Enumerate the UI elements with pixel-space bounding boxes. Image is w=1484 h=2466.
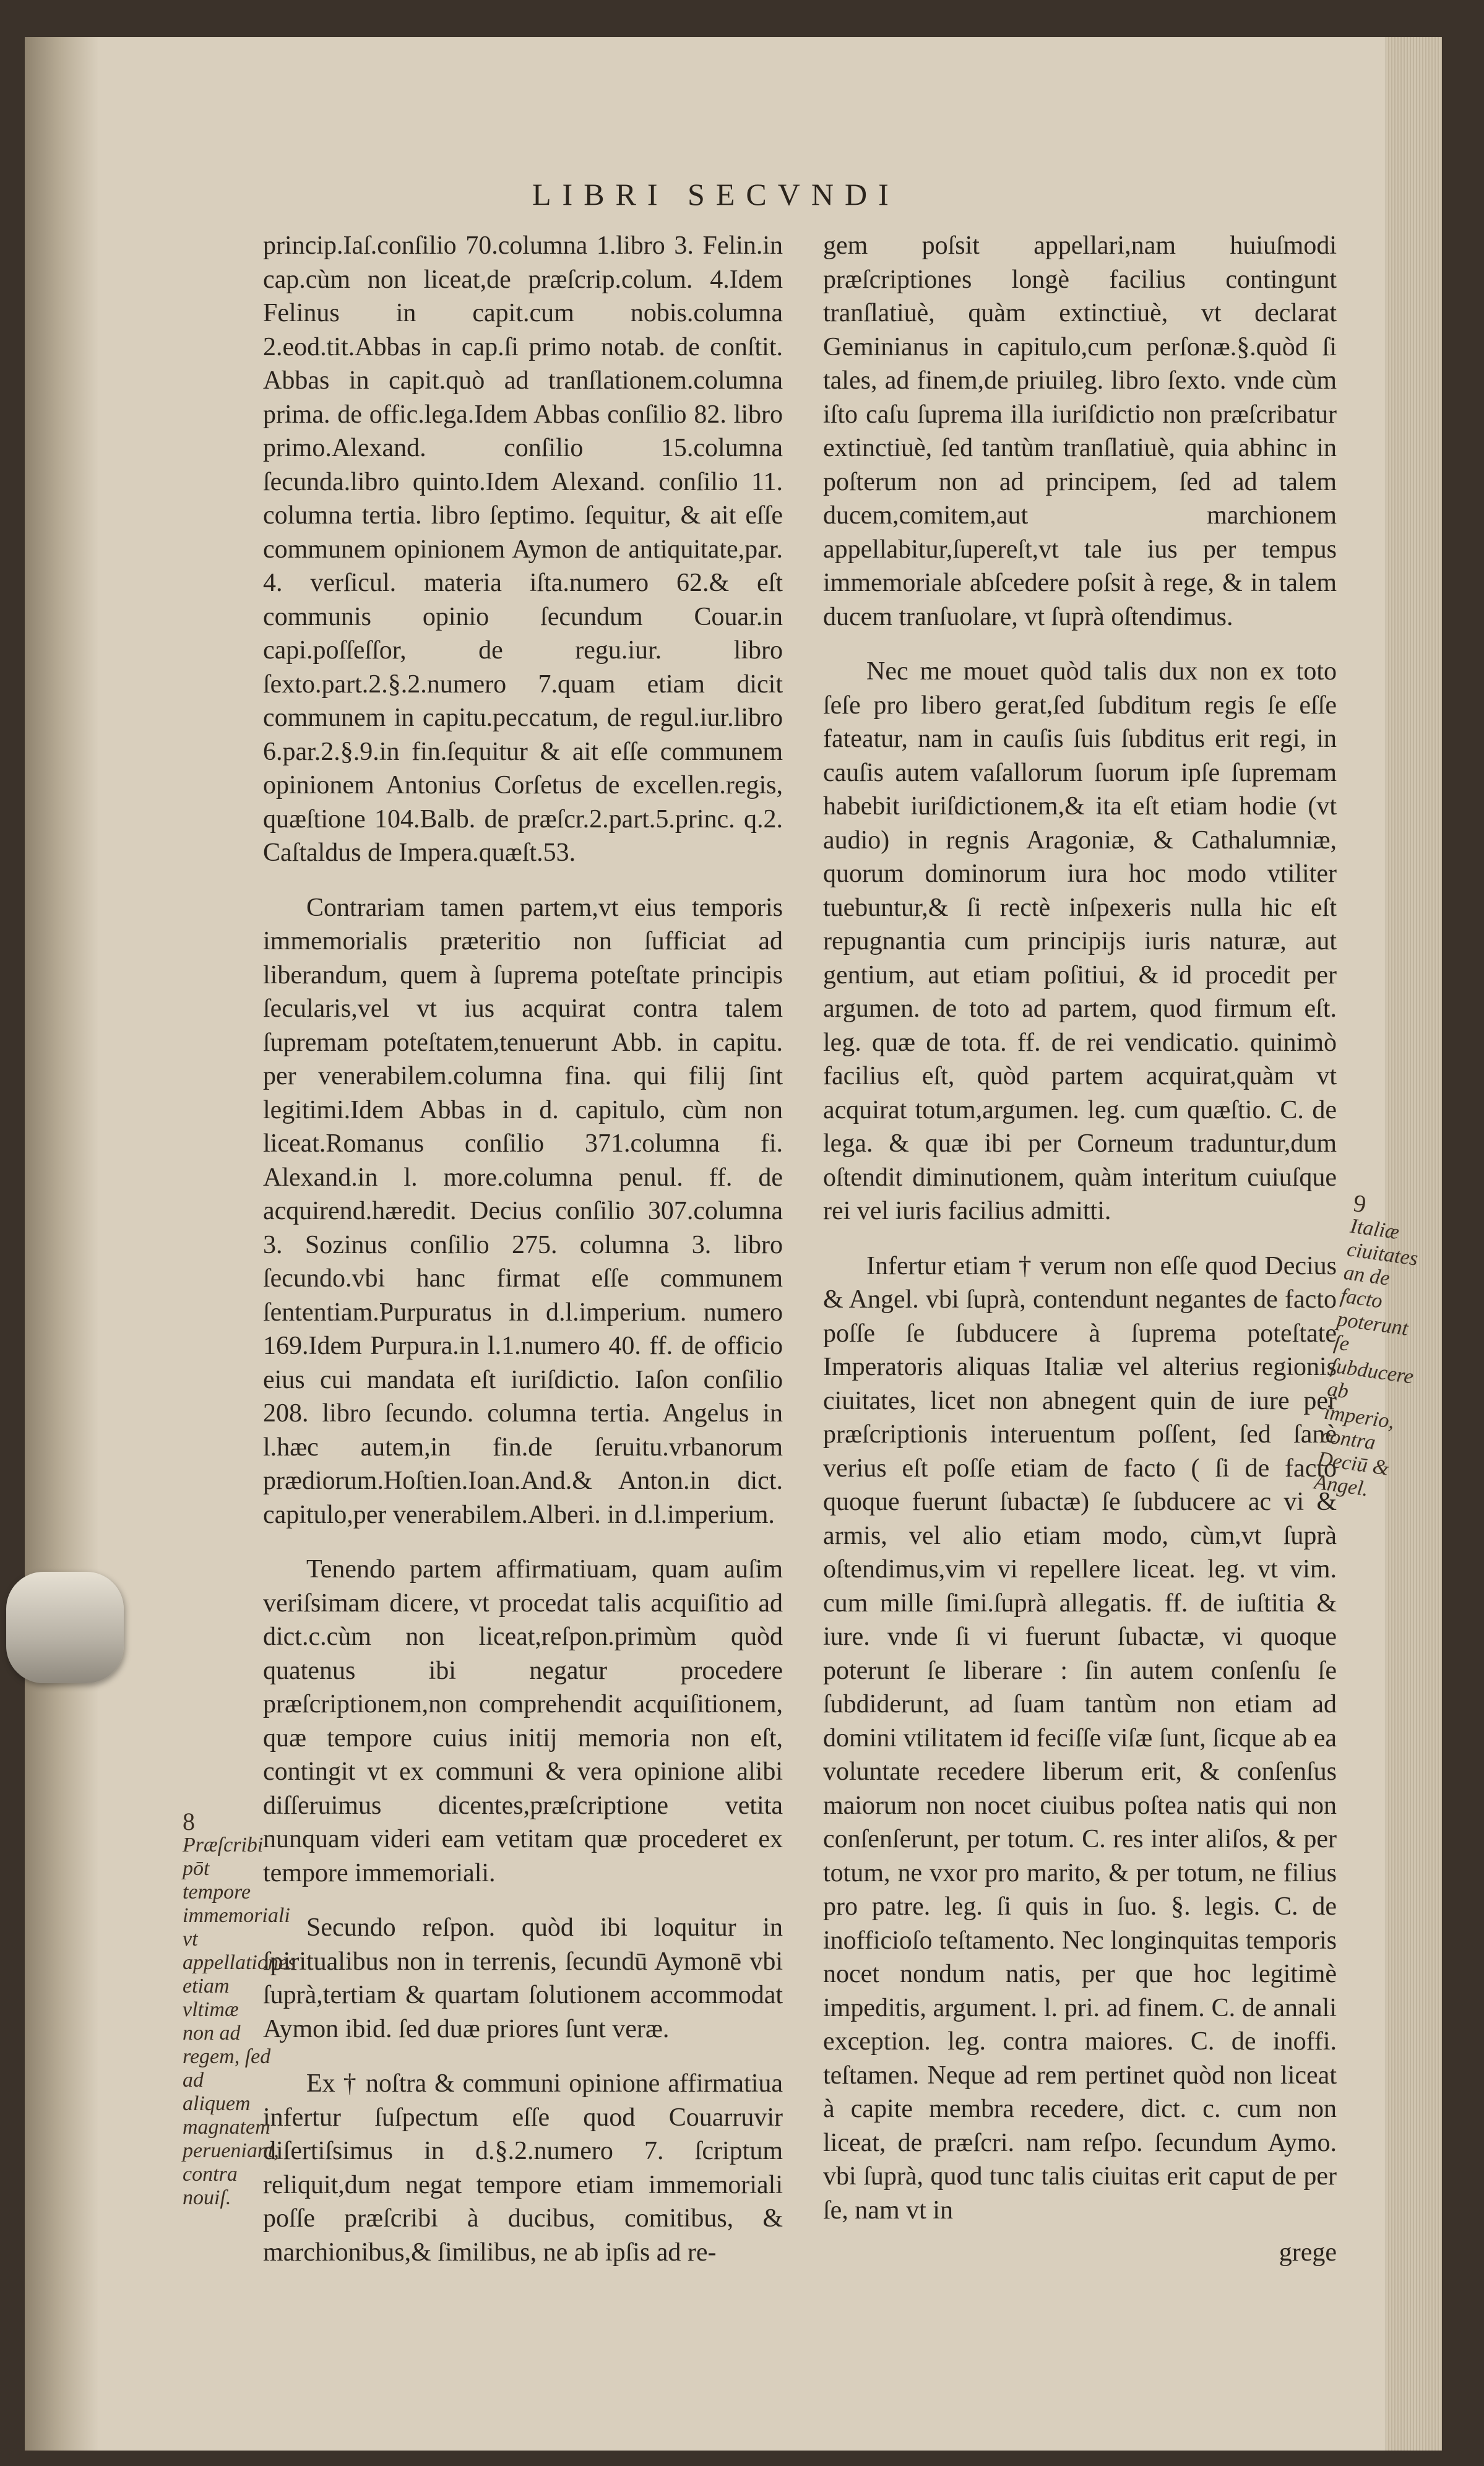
right-paragraph: Infertur etiam † verum non eſſe quod Decius & Angel. vbi ſuprà, contendunt negantes de facto poſſe ſe ſubducere à ſuprema poteſtate Imperatoris aliquas Italiæ vel alterius regionis ciuitates, licet non abnegent quin de iure per præſcriptionis interuentum poſſent, ſed ſanè verius eſt poſſe etiam de facto ( ſi de facto quoque fuerunt ſubactæ) ſe ſubducere ac vi & armis, vel alio etiam modo, cùm,vt ſuprà oſtendimus,vim vi repellere liceat. leg. vt vim. cum mille ſimi.ſuprà allegatis. ff. de iuſtitia & iure. vnde ſi vi fuerunt ſubactæ, vi quoque poterunt ſe liberare : ſin autem conſenſu ſe ſubdiderunt, ad ſuam tantùm non etiam ad domini vtilitatem id feciſſe viſæ ſunt, ſicque ab ea voluntate recedere liberum erit, & conſenſus maiorum non nocet ciuibus poſtea natis qui non conſenſerunt, per totum. C. res inter aliſos, & per totum, ne vxor pro marito, & per totum, ne filius pro patre. leg. ſi quis in ſuo. §. legis. C. de inofficioſo teſtamento. Nec longinquitas temporis nocet nondum natis, per que hoc legitimè impeditis, argument. l. pri. ad finem. C. de annali exception. leg. contra maiores. C. de inoffi. teſtamen. Neque ad rem pertinet quòd non liceat à capite membra recedere, dict. c. cum non liceat, de præſcri. nam reſpo. ſecundum Aymo. vbi ſuprà, quod tunc talis ciuitas erit caput de per ſe, nam vt in: [823, 1251, 1337, 2225]
left-column: [263, 229, 783, 2290]
right-paragraph: gem poſsit appellari,nam huiuſmodi præſcriptiones longè facilius contingunt tranſlatiuè, quàm extinctiuè, vt declarat Geminianus in capitulo,cum perſonæ.§.quòd ſi tales, ad finem,de priuileg. libro ſexto. vnde cùm iſto caſu ſuprema illa iuriſdictio non præſcribatur extinctiuè, ſed tantùm tranſlatiuè, quia abhinc in poſterum non ad principem, ſed ad talem ducem,comitem,aut marchionem appellabitur,ſupereſt,vt tale ius per tempus immemoriale abſcedere poſsit à rege, & in talem ducem tranſuolare, vt ſuprà oſtendimus.: [823, 231, 1337, 631]
catchword: grege: [1279, 2238, 1337, 2267]
marginal-number: 8: [183, 1808, 195, 1835]
left-paragraph: Contrariam tamen partem,vt eius temporis immemorialis præteritio non ſufficiat ad liberandum, quem à ſuprema poteſtate principis ſecularis,vel vt ius acquirat contra talem ſupremam poteſtatem,tenuerunt Abb. in capitu. per venerabilem.columna fina. qui filij ſint legitimi.Idem Abbas in d. capitulo, cùm non liceat.Romanus conſilio 371.columna fi. Alexand.in l. more.columna penul. ff. de acquirend.hæredit. Decius conſilio 307.columna 3. Sozinus conſilio 275. columna 3. libro ſecundo.vbi hanc firmat eſſe communem ſententiam.Purpuratus in d.l.imperium. numero 169.Idem Purpura.in l.1.numero 40. ff. de officio eius cui mandata eſt iuriſdictio. Iaſon conſilio 208. libro ſecundo. columna tertia. Angelus in l.hæc autem,in fin.de ſeruitu.vrbanorum prædiorum.Hoſtien.Ioan.And.& Anton.in dict. capitulo,per venerabilem.Alberi. in d.l.imperium.: [263, 893, 783, 1529]
book-clip: [6, 1572, 124, 1683]
marginal-text: Italiæ ciuitates an de facto poterunt ſe ſubducere ab imperio, contra Deciū & Angel.: [1313, 1214, 1420, 1501]
left-paragraph: Tenendo partem affirmatiuam, quam auſim veriſsimam dicere, vt procedat talis acquiſitio ad dict.c.cùm non liceat,reſpon.primùm quòd quatenus ibi negatur procedere præſcriptionem,non comprehendit acquiſitionem, quæ tempore cuius initij memoria non eſt, contingit vt ex communi & vera opinione alibi diſſeruimus dicentes,præſcriptione vetita nunquam videri eam vetitam quæ procederet ex tempore immemoriali.: [263, 1555, 783, 1887]
marginal-text: Præſcribi pōt tempore immemoriali vt appellationes etiam vltimæ non ad regem, ſed ad aliquem magnatem perueniant, contra nouiſ.: [183, 1834, 296, 2209]
left-paragraph: Secundo reſpon. quòd ibi loquitur in ſpiritualibus non in terrenis, ſecundū Aymonē vbi ſuprà,tertiam & quartam ſolutionem accommodat Aymon ibid. ſed duæ priores ſunt veræ.: [263, 1913, 783, 2043]
left-paragraph: Ex † noſtra & communi opinione affirmatiua infertur ſuſpectum eſſe quod Couarruvir diſertiſsimus in d.§.2.numero 7. ſcriptum reliquit,dum negat tempore etiam immemoriali poſſe præſcribi à ducibus, comitibus, & marchionibus,& ſimilibus, ne ab ipſis ad re-: [263, 2069, 783, 2267]
right-paragraph: Nec me mouet quòd talis dux non ex toto ſeſe pro libero gerat,ſed ſubditum regis ſe eſſe fateatur, nam in cauſis ſuis ſubditus erit regi, in cauſis autem vaſallorum ſuorum ipſe ſupremam habebit iuriſdictionem,& ita eſt etiam hodie (vt audio) in regnis Aragoniæ, & Cathalumniæ, quorum dominorum iura hoc modo vtiliter tuebuntur,& ſi rectè inſpexeris nulla hic eſt repugnantia cum principijs iuris naturæ, aut gentium, aut etiam poſitiui, & id procedit per argumen. de toto ad partem, quod firmum eſt. leg. quæ de tota. ff. de rei vendicatio. quinimò facilius eſt, quòd partem acquirat,quàm vt acquirat totum,argumen. leg. cum quæſtio. C. de lega. & quæ ibi per Corneum traduntur,dum oſtendit diminutionem, quàm interitum cuiuſque rei vel iuris facilius admitti.: [823, 657, 1337, 1225]
right-column: [823, 229, 1337, 2270]
marginal-note-left: [183, 1808, 296, 2210]
spine-shadow: [25, 37, 99, 2451]
left-paragraph: princip.Iaſ.conſilio 70.columna 1.libro 3. Felin.in cap.cùm non liceat,de præſcrip.colum. 4.Idem Felinus in capit.cum nobis.columna 2.eod.tit.Abbas in cap.ſi primo notab. de conſtit. Abbas in capit.quò ad tranſlationem.columna prima. de offic.lega.Idem Abbas conſilio 82. libro primo.Alexand. conſilio 15.columna ſecunda.libro quinto.Idem Alexand. conſilio 11. columna tertia. libro ſeptimo. ſequitur, & ait eſſe communem opinionem Aymon de antiquitate,par. 4. verſicul. materia iſta.numero 62.& eſt communis opinio ſecundum Couar.in capi.poſſeſſor, de regu.iur. libro ſexto.part.2.§.2.numero 7.quam etiam dicit communem in capitu.peccatum, de regul.iur.libro 6.par.2.§.9.in fin.ſequitur & ait eſſe communem opinionem Antonius Corſetus de excellen.regis, quæſtione 104.Balb. de præſcr.2.part.5.princ. q.2. Caſtaldus de Impera.quæſt.53.: [263, 231, 783, 867]
marginal-number: 9: [1352, 1189, 1368, 1218]
running-head: LIBRI SECVNDI: [532, 177, 900, 212]
